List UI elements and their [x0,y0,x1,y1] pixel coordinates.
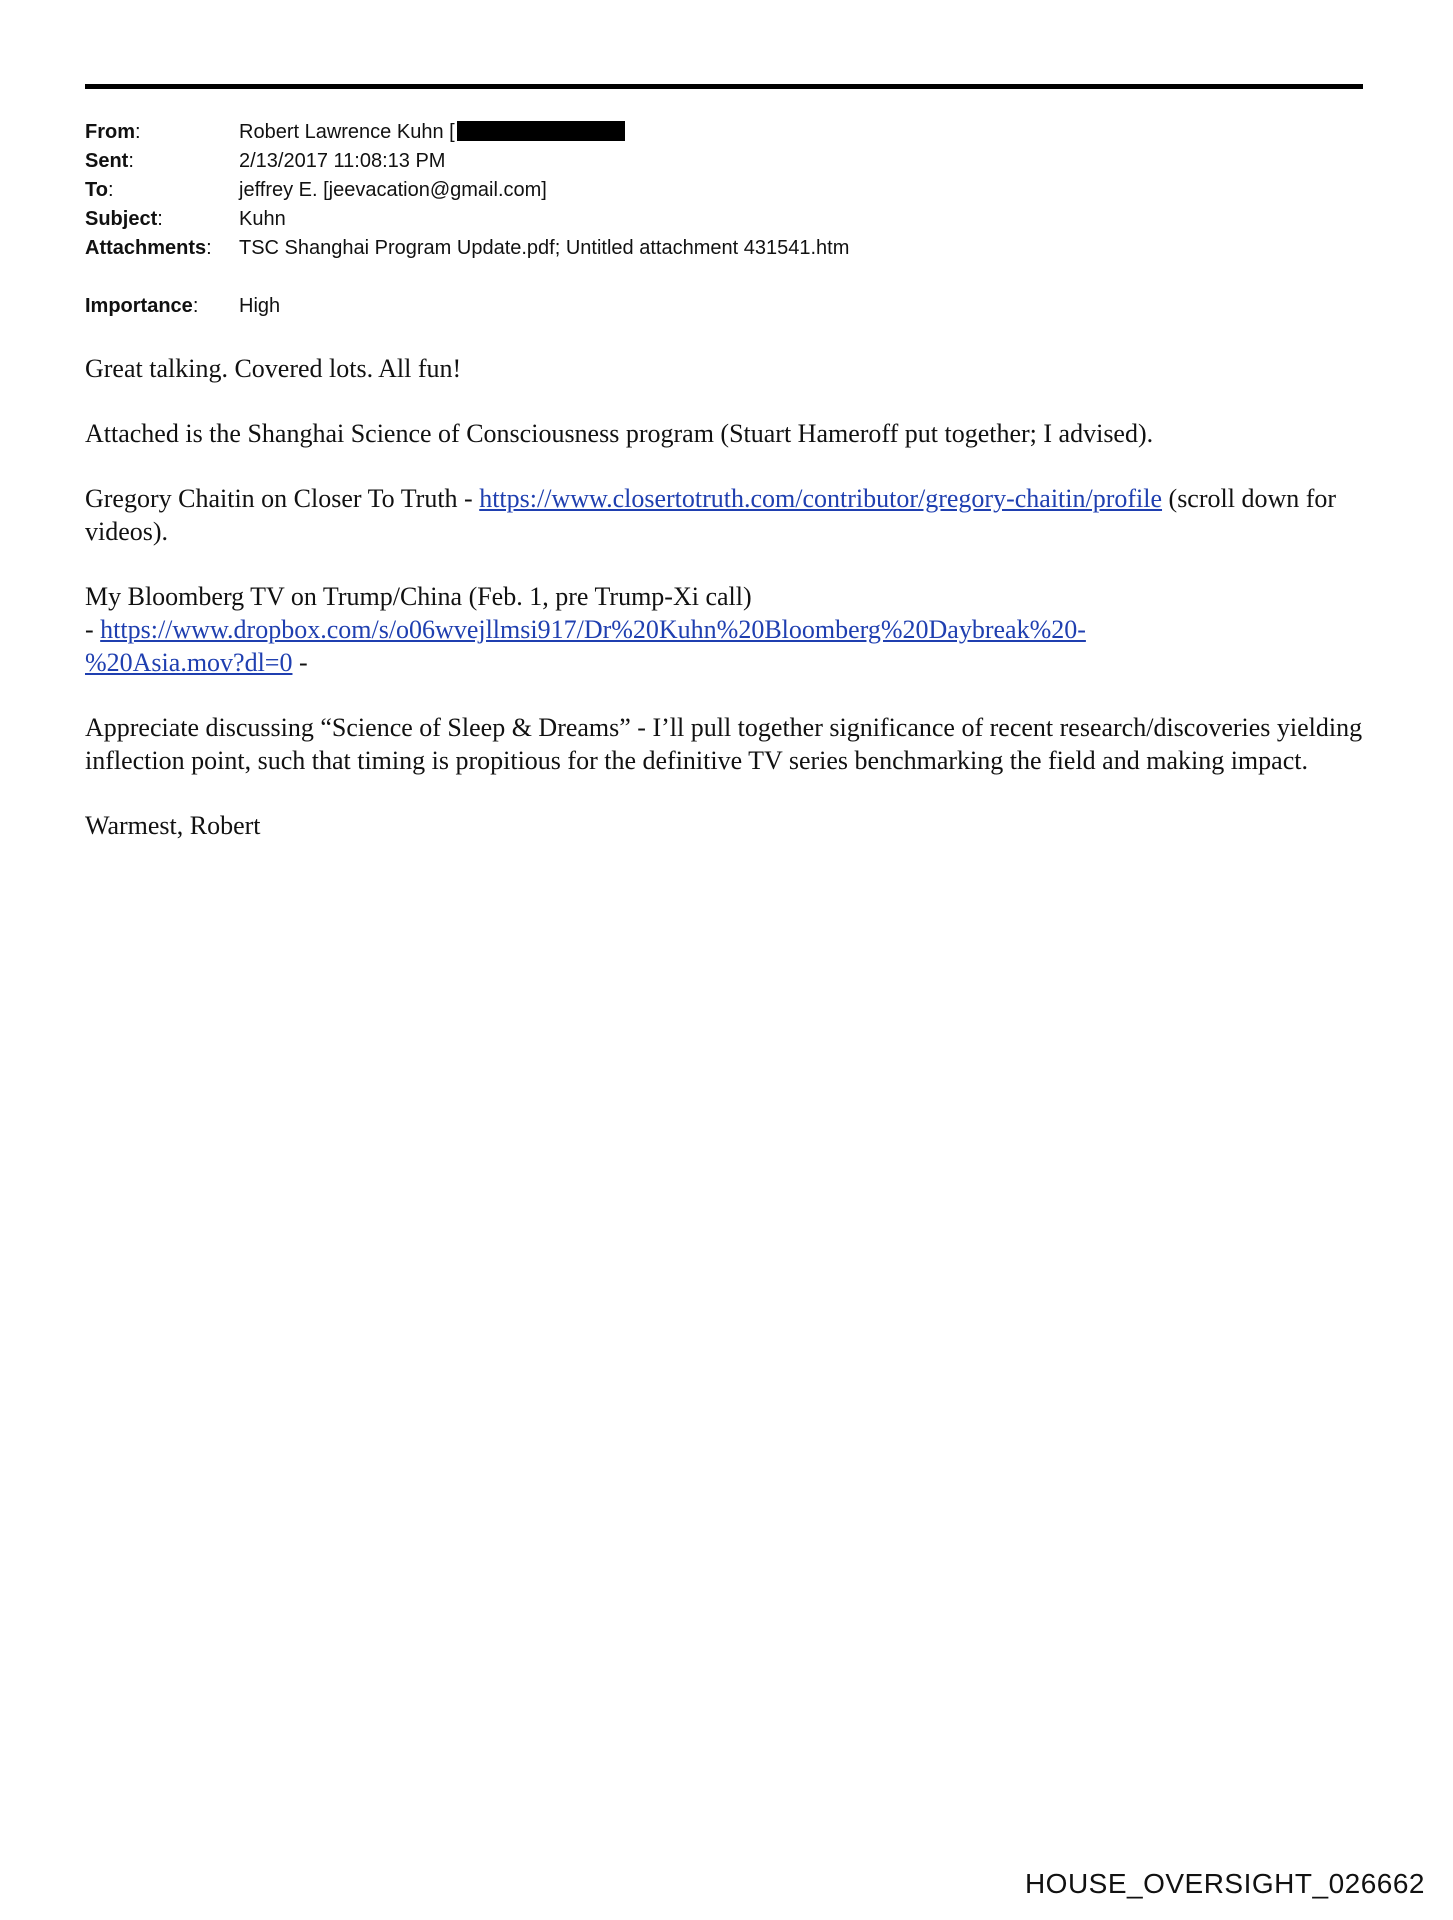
attachments-row [85,234,849,263]
paragraph-attachment-note: Attached is the Shanghai Science of Consciousness program (Stuart Hameroff put together; I advised). [85,419,1154,448]
bloomberg-dash: - [85,615,101,644]
sent-value: 2/13/2017 11:08:13 PM [239,150,446,172]
signoff: Warmest, Robert [85,811,261,840]
bloomberg-suffix: - [292,648,308,677]
sent-colon: : [128,150,134,172]
dropbox-link[interactable] [85,615,1086,677]
to-colon: : [107,179,114,201]
to-label: To [85,179,108,201]
sent-row [85,147,849,176]
paragraph-chaitin [85,482,1375,548]
importance-colon: : [192,295,199,317]
paragraph-sleep-dreams: Appreciate discussing “Science of Sleep & Dreams” - I’ll pull together significance of recent research/discoveries yielding inflection point, such that timing is propitious for the definitive TV series benchmarking the field and making impact. [85,713,1363,775]
importance-row [85,292,849,321]
importance-value: High [239,295,281,317]
paragraph-bloomberg [85,580,1375,679]
paragraph-greeting: Great talking. Covered lots. All fun! [85,354,462,383]
chaitin-prefix: Gregory Chaitin on Closer To Truth - [85,484,480,513]
attachments-label: Attachments [85,237,207,259]
subject-label: Subject [85,208,158,230]
attachments-colon: : [206,237,212,259]
bloomberg-line: My Bloomberg TV on Trump/China (Feb. 1, pre Trump-Xi call) [85,582,752,611]
to-value: jeffrey E. [jeevacation@gmail.com] [239,179,547,201]
top-rule [85,84,1363,89]
dropbox-link-part1: https://www.dropbox.com/s/o06wvejllmsi917/Dr%20Kuhn%20Bloomberg%20Daybreak%20- [100,615,1086,644]
sent-label: Sent [85,150,129,172]
bates-number: HOUSE_OVERSIGHT_026662 [1024,1868,1425,1899]
from-row [85,118,849,147]
to-row [85,176,849,205]
redaction-block [457,121,625,141]
subject-value: Kuhn [239,208,286,230]
attachments-value[interactable]: TSC Shanghai Program Update.pdf; Untitled attachment 431541.htm [239,237,850,259]
email-header [85,118,849,321]
email-body [85,352,1375,874]
from-label: From [85,121,135,143]
from-value: Robert Lawrence Kuhn [ [239,121,455,143]
subject-colon: : [157,208,163,230]
dropbox-link-part2: %20Asia.mov?dl=0 [85,648,293,677]
importance-label: Importance [85,295,193,317]
chaitin-suffix: (scroll down for videos). [85,484,1337,546]
closertotruth-link[interactable]: https://www.closertotruth.com/contributor/gregory-chaitin/profile [479,484,1163,513]
subject-row [85,205,849,234]
from-colon: : [135,121,141,143]
